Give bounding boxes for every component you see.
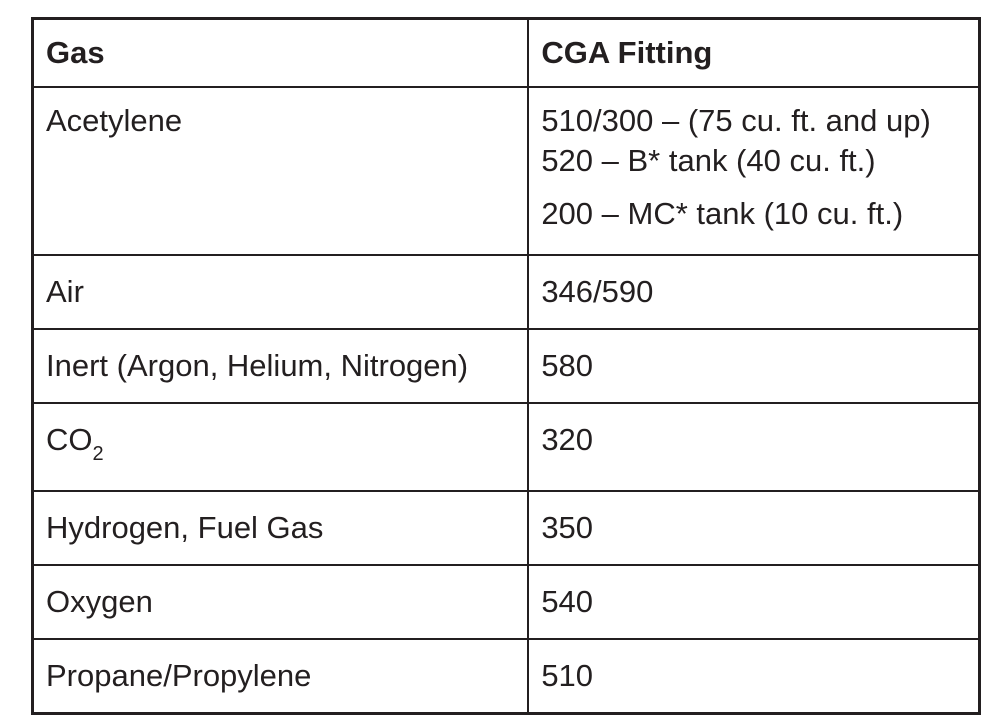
fitting-cell: 580 bbox=[528, 329, 979, 403]
fitting-cell: 350 bbox=[528, 491, 979, 565]
fitting-cell: 510 bbox=[528, 639, 979, 714]
table-row bbox=[33, 87, 980, 255]
gas-name: Acetylene bbox=[46, 103, 183, 138]
gas-formula-subscript: 2 bbox=[92, 443, 104, 465]
table-row bbox=[33, 329, 980, 403]
table-row bbox=[33, 255, 980, 329]
table-row bbox=[33, 403, 980, 491]
table-row bbox=[33, 639, 980, 714]
table-header-row bbox=[33, 19, 980, 88]
gas-cell: Oxygen bbox=[33, 565, 529, 639]
fitting-cell: 346/590 bbox=[528, 255, 979, 329]
fitting-cell: 320 bbox=[528, 403, 979, 491]
fitting-cell: 540 bbox=[528, 565, 979, 639]
gas-cell: Hydrogen, Fuel Gas bbox=[33, 491, 529, 565]
fitting-line: 510/300 – (75 cu. ft. and up) bbox=[541, 103, 931, 138]
gas-cell: Inert (Argon, Helium, Nitrogen) bbox=[33, 329, 529, 403]
cga-fitting-table bbox=[31, 17, 981, 715]
table-row bbox=[33, 565, 980, 639]
gas-cell bbox=[33, 403, 529, 491]
fitting-cell bbox=[528, 87, 979, 255]
table-row bbox=[33, 491, 980, 565]
gas-cell bbox=[33, 87, 529, 255]
header-gas: Gas bbox=[33, 19, 529, 88]
gas-formula: CO bbox=[46, 422, 93, 457]
fitting-line: 200 – MC* tank (10 cu. ft.) bbox=[541, 196, 904, 231]
fitting-line: 520 – B* tank (40 cu. ft.) bbox=[541, 143, 876, 178]
gas-cell: Propane/Propylene bbox=[33, 639, 529, 714]
header-cga-fitting: CGA Fitting bbox=[528, 19, 979, 88]
gas-cell: Air bbox=[33, 255, 529, 329]
